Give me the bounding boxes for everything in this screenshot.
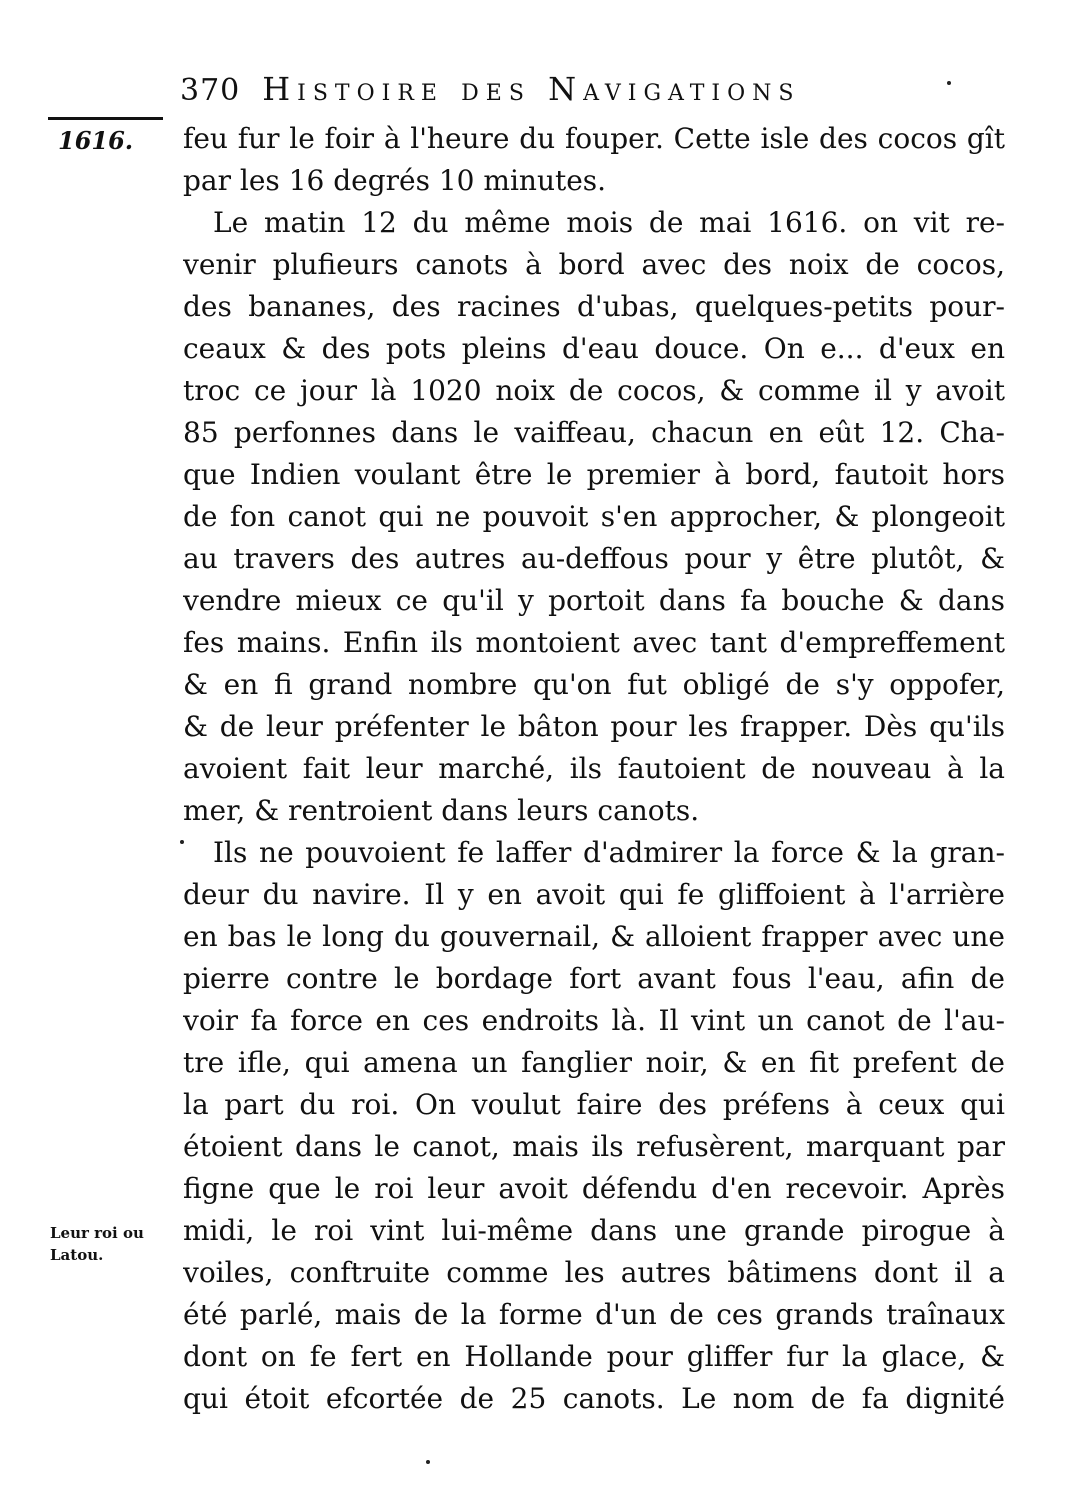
margin-year: 1616. [58,126,134,155]
text-line: de fon canot qui ne pouvoit s'en approcher, & plongeoit [183,500,1005,533]
text-line: & de leur préfenter le bâton pour les frapper. Dès qu'ils [183,710,1005,743]
speck [180,840,184,844]
text-line: feu fur le foir à l'heure du fouper. Cette isle des cocos gît [183,122,1005,155]
text-line: midi, le roi vint lui-même dans une grande pirogue à [183,1214,1005,1247]
text-line: voir fa force en ces endroits là. Il vint un canot de l'au- [183,1004,1005,1037]
running-title: Histoire des Navigations [262,70,801,108]
text-line: étoient dans le canot, mais ils refusèrent, marquant par [183,1130,1005,1163]
text-line: la part du roi. On voulut faire des préfens à ceux qui [183,1088,1005,1121]
text-line: fes mains. Enfin ils montoient avec tant d'empreffement [183,626,1005,659]
text-line: au travers des autres au-deffous pour y être plutôt, & [183,542,1005,575]
text-line: 85 perfonnes dans le vaiffeau, chacun en eût 12. Cha- [183,416,1005,449]
page-number: 370 [180,73,241,108]
text-line: tre ifle, qui amena un fanglier noir, & en fit prefent de [183,1046,1005,1079]
text-line: venir plufieurs canots à bord avec des noix de cocos, [183,248,1005,281]
text-line: dont on fe fert en Hollande pour gliffer fur la glace, & [183,1340,1005,1373]
text-line: deur du navire. Il y en avoit qui fe gliffoient à l'arrière [183,878,1005,911]
text-line: des bananes, des racines d'ubas, quelques-petits pour- [183,290,1005,323]
text-line: Ils ne pouvoient fe laffer d'admirer la force & la gran- [213,836,1005,869]
speck [426,1460,430,1464]
text-line: pierre contre le bordage fort avant fous l'eau, afin de [183,962,1005,995]
text-line: & en fi grand nombre qu'on fut obligé de s'y oppofer, [183,668,1005,701]
text-line: été parlé, mais de la forme d'un de ces grands traînaux [183,1298,1005,1331]
text-line: figne que le roi leur avoit défendu d'en recevoir. Après [183,1172,1005,1205]
text-line: par les 16 degrés 10 minutes. [183,164,607,197]
text-line: Le matin 12 du même mois de mai 1616. on vit re- [213,206,1005,239]
margin-rule [48,117,163,120]
text-line: voiles, conftruite comme les autres bâtimens dont il a [183,1256,1005,1289]
text-line: ceaux & des pots pleins d'eau douce. On e... d'eux en [183,332,1005,365]
text-line: troc ce jour là 1020 noix de cocos, & comme il y avoit [183,374,1005,407]
speck [947,81,951,85]
text-line: mer, & rentroient dans leurs canots. [183,794,700,827]
page-header [180,70,910,110]
text-line: avoient fait leur marché, ils fautoient de nouveau à la [183,752,1005,785]
text-line: vendre mieux ce qu'il y portoit dans fa bouche & dans [183,584,1005,617]
margin-note-line: Leur roi ou [50,1224,144,1242]
text-line: en bas le long du gouvernail, & alloient frapper avec une [183,920,1005,953]
body-text [183,118,1005,1420]
margin-note-line: Latou. [50,1246,104,1264]
text-line: que Indien voulant être le premier à bord, fautoit hors [183,458,1005,491]
text-line: qui étoit efcortée de 25 canots. Le nom de fa dignité [183,1382,1005,1415]
margin-note [50,1222,175,1266]
